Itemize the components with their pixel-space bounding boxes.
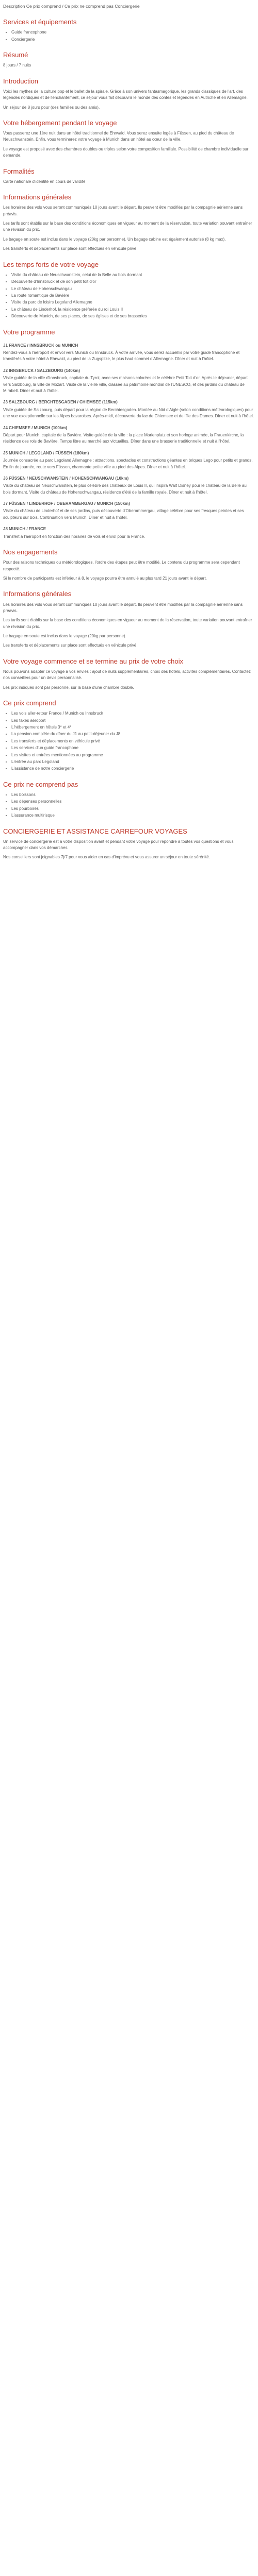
includes-list [3, 710, 255, 772]
highlight-item: • La route romantique de Bavière [11, 293, 255, 299]
intro-title: Introduction [3, 77, 38, 85]
intro-line: Description Ce prix comprend / Ce prix ne comprend pas Conciergerie [3, 4, 140, 9]
info2-para: Les horaires des vols vous seront communiqués 10 jours avant le départ. Ils peuvent être modifiés par la compagnie aérienne sans préavis. [3, 602, 243, 613]
info2-para: Le bagage en soute est inclus dans le voyage (20kg par personne). [3, 634, 126, 639]
service-item: • Guide francophone [11, 29, 255, 36]
highlight-item: • Découverte d'Innsbruck et de son petit toit d'or [11, 279, 255, 285]
concierge-para: Un service de conciergerie est à votre disposition avant et pendant votre voyage pour répondre à toutes vos questions et vous accompagner dans vos démarches. [3, 839, 234, 851]
day-text: Visite du château de Neuschwanstein, le plus célèbre des châteaux de Louis II, qui inspira Walt Disney pour le château de la Belle au bois dormant. Visite du château de Hohenschwangau, résidence d'été de la famille royale. Dîner et nuit à l'hôtel. [3, 483, 247, 495]
highlight-item: • Découverte de Munich, de ses places, de ses églises et de ses brasseries [11, 313, 255, 319]
concierge-para: Nos conseillers sont joignables 7j/7 pour vous aider en cas d'imprévu et vous assurer un séjour en toute sérénité. [3, 855, 210, 860]
include-item: • Les transferts et déplacements en véhicule privé [11, 738, 255, 744]
hotel-para: Vous passerez une 1ère nuit dans un hôtel traditionnel de Ehrwald. Vous serez ensuite logés à Füssen, au pied du château de Neuschwanstein. Enfin, vous terminerez votre voyage à Munich dans un hôtel au cœur de la ville. [3, 131, 234, 142]
concierge-title: CONCIERGERIE ET ASSISTANCE CARREFOUR VOYAGES [3, 827, 187, 835]
info-title: Informations générales [3, 193, 72, 201]
day-heading: J5 MUNICH / LEGOLAND / FÜSSEN (180km) [3, 450, 89, 455]
day-heading: J8 MUNICH / FRANCE [3, 527, 46, 532]
exclude-item: • Les boissons [11, 792, 255, 798]
include-item: • Les visites et entrées mentionnées au programme [11, 752, 255, 758]
info-para: Le bagage en soute est inclus dans le voyage (20kg par personne). Un bagage cabine est également autorisé (8 kg max). [3, 236, 226, 242]
day-text: Journée consacrée au parc Legoland Allemagne : attractions, spectacles et constructions géantes en briques Lego pour petits et grands. En fin de journée, route vers Füssen, charmante petite ville au pied des Alpes. Dîner et nuit à l'hôtel. [3, 458, 253, 469]
info2-para: Les tarifs sont établis sur la base des conditions économiques en vigueur au moment de la réservation, toute variation pouvant entraîner une révision du prix. [3, 618, 252, 629]
service-item: • Conciergerie [11, 37, 255, 43]
intro-para: Un séjour de 8 jours pour (des familles ou des amis). [3, 105, 100, 110]
page [0, 0, 258, 874]
services-list [3, 29, 255, 43]
exclude-item: • Les dépenses personnelles [11, 799, 255, 805]
include-item: • La pension complète du dîner du J1 au petit-déjeuner du J8 [11, 731, 255, 737]
highlight-item: • Le château de Hohenschwangau [11, 286, 255, 292]
resume-title: Résumé [3, 51, 28, 59]
info-para: Les transferts et déplacements sur place sont effectués en véhicule privé. [3, 246, 138, 251]
day-text: Transfert à l'aéroport en fonction des horaires de vols et envol pour la France. [3, 534, 146, 539]
day-block [3, 343, 255, 363]
day-block [3, 399, 255, 419]
custom-para: Les prix indiqués sont par personne, sur la base d'une chambre double. [3, 685, 134, 690]
include-item: • Les vols aller-retour France / Munich ou Innsbruck [11, 710, 255, 717]
commitment-para: Si le nombre de participants est inférieur à 8, le voyage pourra être annulé au plus tard 21 jours avant le départ. [3, 575, 207, 581]
day-heading: J7 FÜSSEN / LINDERHOF / OBERAMMERGAU / MUNICH (150km) [3, 501, 130, 506]
highlight-item: • Visite du parc de loisirs Legoland Allemagne [11, 299, 255, 306]
day-text: Visite du château de Linderhof et de ses jardins, puis découverte d'Oberammergau, village célèbre pour ses fresques peintes et ses sculpteurs sur bois. Continuation vers Munich. Dîner et nuit à l'hôtel. [3, 509, 244, 520]
info2-title: Informations générales [3, 590, 72, 598]
day-block [3, 425, 255, 445]
day-text: Visite guidée de Salzbourg, puis départ pour la région de Berchtesgaden. Montée au Nid d'Aigle (selon conditions météorologiques) pour une vue exceptionnelle sur les Alpes bavaroises. Après-midi, découverte du lac de Chiemsee et de l'île des Dames. Dîner et nuit à l'hôtel. [3, 407, 254, 419]
highlight-item: • Visite du château de Neuschwanstein, celui de la Belle au bois dormant [11, 272, 255, 278]
highlights-list [3, 272, 255, 320]
include-item: • Les taxes aéroport [11, 718, 255, 724]
formalities-text: Carte nationale d'identité en cours de validité [3, 179, 86, 184]
highlights-title: Les temps forts de votre voyage [3, 260, 99, 268]
include-item: • L'assistance de notre conciergerie [11, 766, 255, 772]
intro-para: Voici les mythes de la culture pop et le ballet de la spirale. Grâce à son univers fantasmagorique, les grands classiques de l'art, des légendes nordiques et de l'enchantement, ce séjour vous fait découvrir le monde des contes et légendes en Autriche et en Allemagne. [3, 89, 248, 100]
commitment-para: Pour des raisons techniques ou météorologiques, l'ordre des étapes peut être modifié. Le contenu du programme sera cependant respecté. [3, 560, 240, 571]
include-item: • Les services d'un guide francophone [11, 745, 255, 751]
includes-title: Ce prix comprend [3, 699, 56, 707]
info2-para: Les transferts et déplacements sur place sont effectués en véhicule privé. [3, 643, 138, 648]
day-block [3, 526, 255, 540]
exclude-item: • Les pourboires [11, 806, 255, 812]
day-block [3, 476, 255, 496]
day-heading: J1 FRANCE / INNSBRUCK ou MUNICH [3, 343, 78, 348]
day-heading: J4 CHIEMSEE / MUNICH (100km) [3, 425, 68, 430]
day-block [3, 501, 255, 521]
day-block [3, 450, 255, 470]
day-heading: J3 SALZBOURG / BERCHTESGADEN / CHIEMSEE (115km) [3, 400, 118, 405]
info-para: Les tarifs sont établis sur la base des conditions économiques en vigueur au moment de la réservation, toute variation pouvant entraîner une révision du prix. [3, 221, 252, 232]
commitments-title: Nos engagements [3, 548, 58, 556]
day-block [3, 368, 255, 395]
day-heading: J2 INNSBRUCK / SALZBOURG (140km) [3, 368, 80, 373]
day-text: Visite guidée de la ville d'Innsbruck, capitale du Tyrol, avec ses maisons colorées et le célèbre Petit Toit d'or. Après le déjeuner, départ vers Salzbourg, la ville de Mozart. Visite de la vieille ville, classée au patrimoine mondial de l'UNESCO, et des jardins du château de Mirabell. Dîner et nuit à l'hôtel. [3, 376, 248, 394]
day-text: Départ pour Munich, capitale de la Bavière. Visite guidée de la ville : la place Marienplatz et son horloge animée, la Frauenkirche, la résidence des rois de Bavière. Temps libre au marché aux victuailles. Dîner dans une brasserie traditionnelle et nuit à l'hôtel. [3, 432, 244, 444]
highlight-item: • Le château de Linderhof, la résidence préférée du roi Louis II [11, 307, 255, 313]
excludes-list [3, 792, 255, 819]
program-title: Votre programme [3, 328, 55, 336]
resume-text: 8 jours / 7 nuits [3, 63, 31, 68]
services-title: Services et équipements [3, 18, 77, 26]
exclude-item: • L'assurance multirisque [11, 812, 255, 819]
custom-title: Votre voyage commence et se termine au prix de votre choix [3, 657, 184, 665]
info-para: Les horaires des vols vous seront communiqués 10 jours avant le départ. Ils peuvent être modifiés par la compagnie aérienne sans préavis. [3, 205, 243, 216]
excludes-title: Ce prix ne comprend pas [3, 780, 78, 788]
hotel-para: Le voyage est proposé avec des chambres doubles ou triples selon votre composition familiale. Possibilité de chambre individuelle sur demande. [3, 146, 249, 158]
custom-para: Nous pouvons adapter ce voyage à vos envies : ajout de nuits supplémentaires, choix des hôtels, activités complémentaires. Contactez nos conseillers pour un devis personnalisé. [3, 669, 251, 681]
hotel-title: Votre hébergement pendant le voyage [3, 118, 117, 127]
include-item: • L'hébergement en hôtels 3* et 4* [11, 724, 255, 731]
day-text: Rendez-vous à l'aéroport et envol vers Munich ou Innsbruck. À votre arrivée, vous serez accueillis par votre guide francophone et transférés à votre hôtel à Ehrwald, au pied de la Zugspitze, le plus haut sommet d'Allemagne. Dîner et nuit à l'hôtel. [3, 350, 240, 362]
day-heading: J6 FÜSSEN / NEUSCHWANSTEIN / HOHENSCHWANGAU (10km) [3, 476, 129, 481]
formalities-title: Formalités [3, 167, 35, 175]
include-item: • L'entrée au parc Legoland [11, 759, 255, 765]
